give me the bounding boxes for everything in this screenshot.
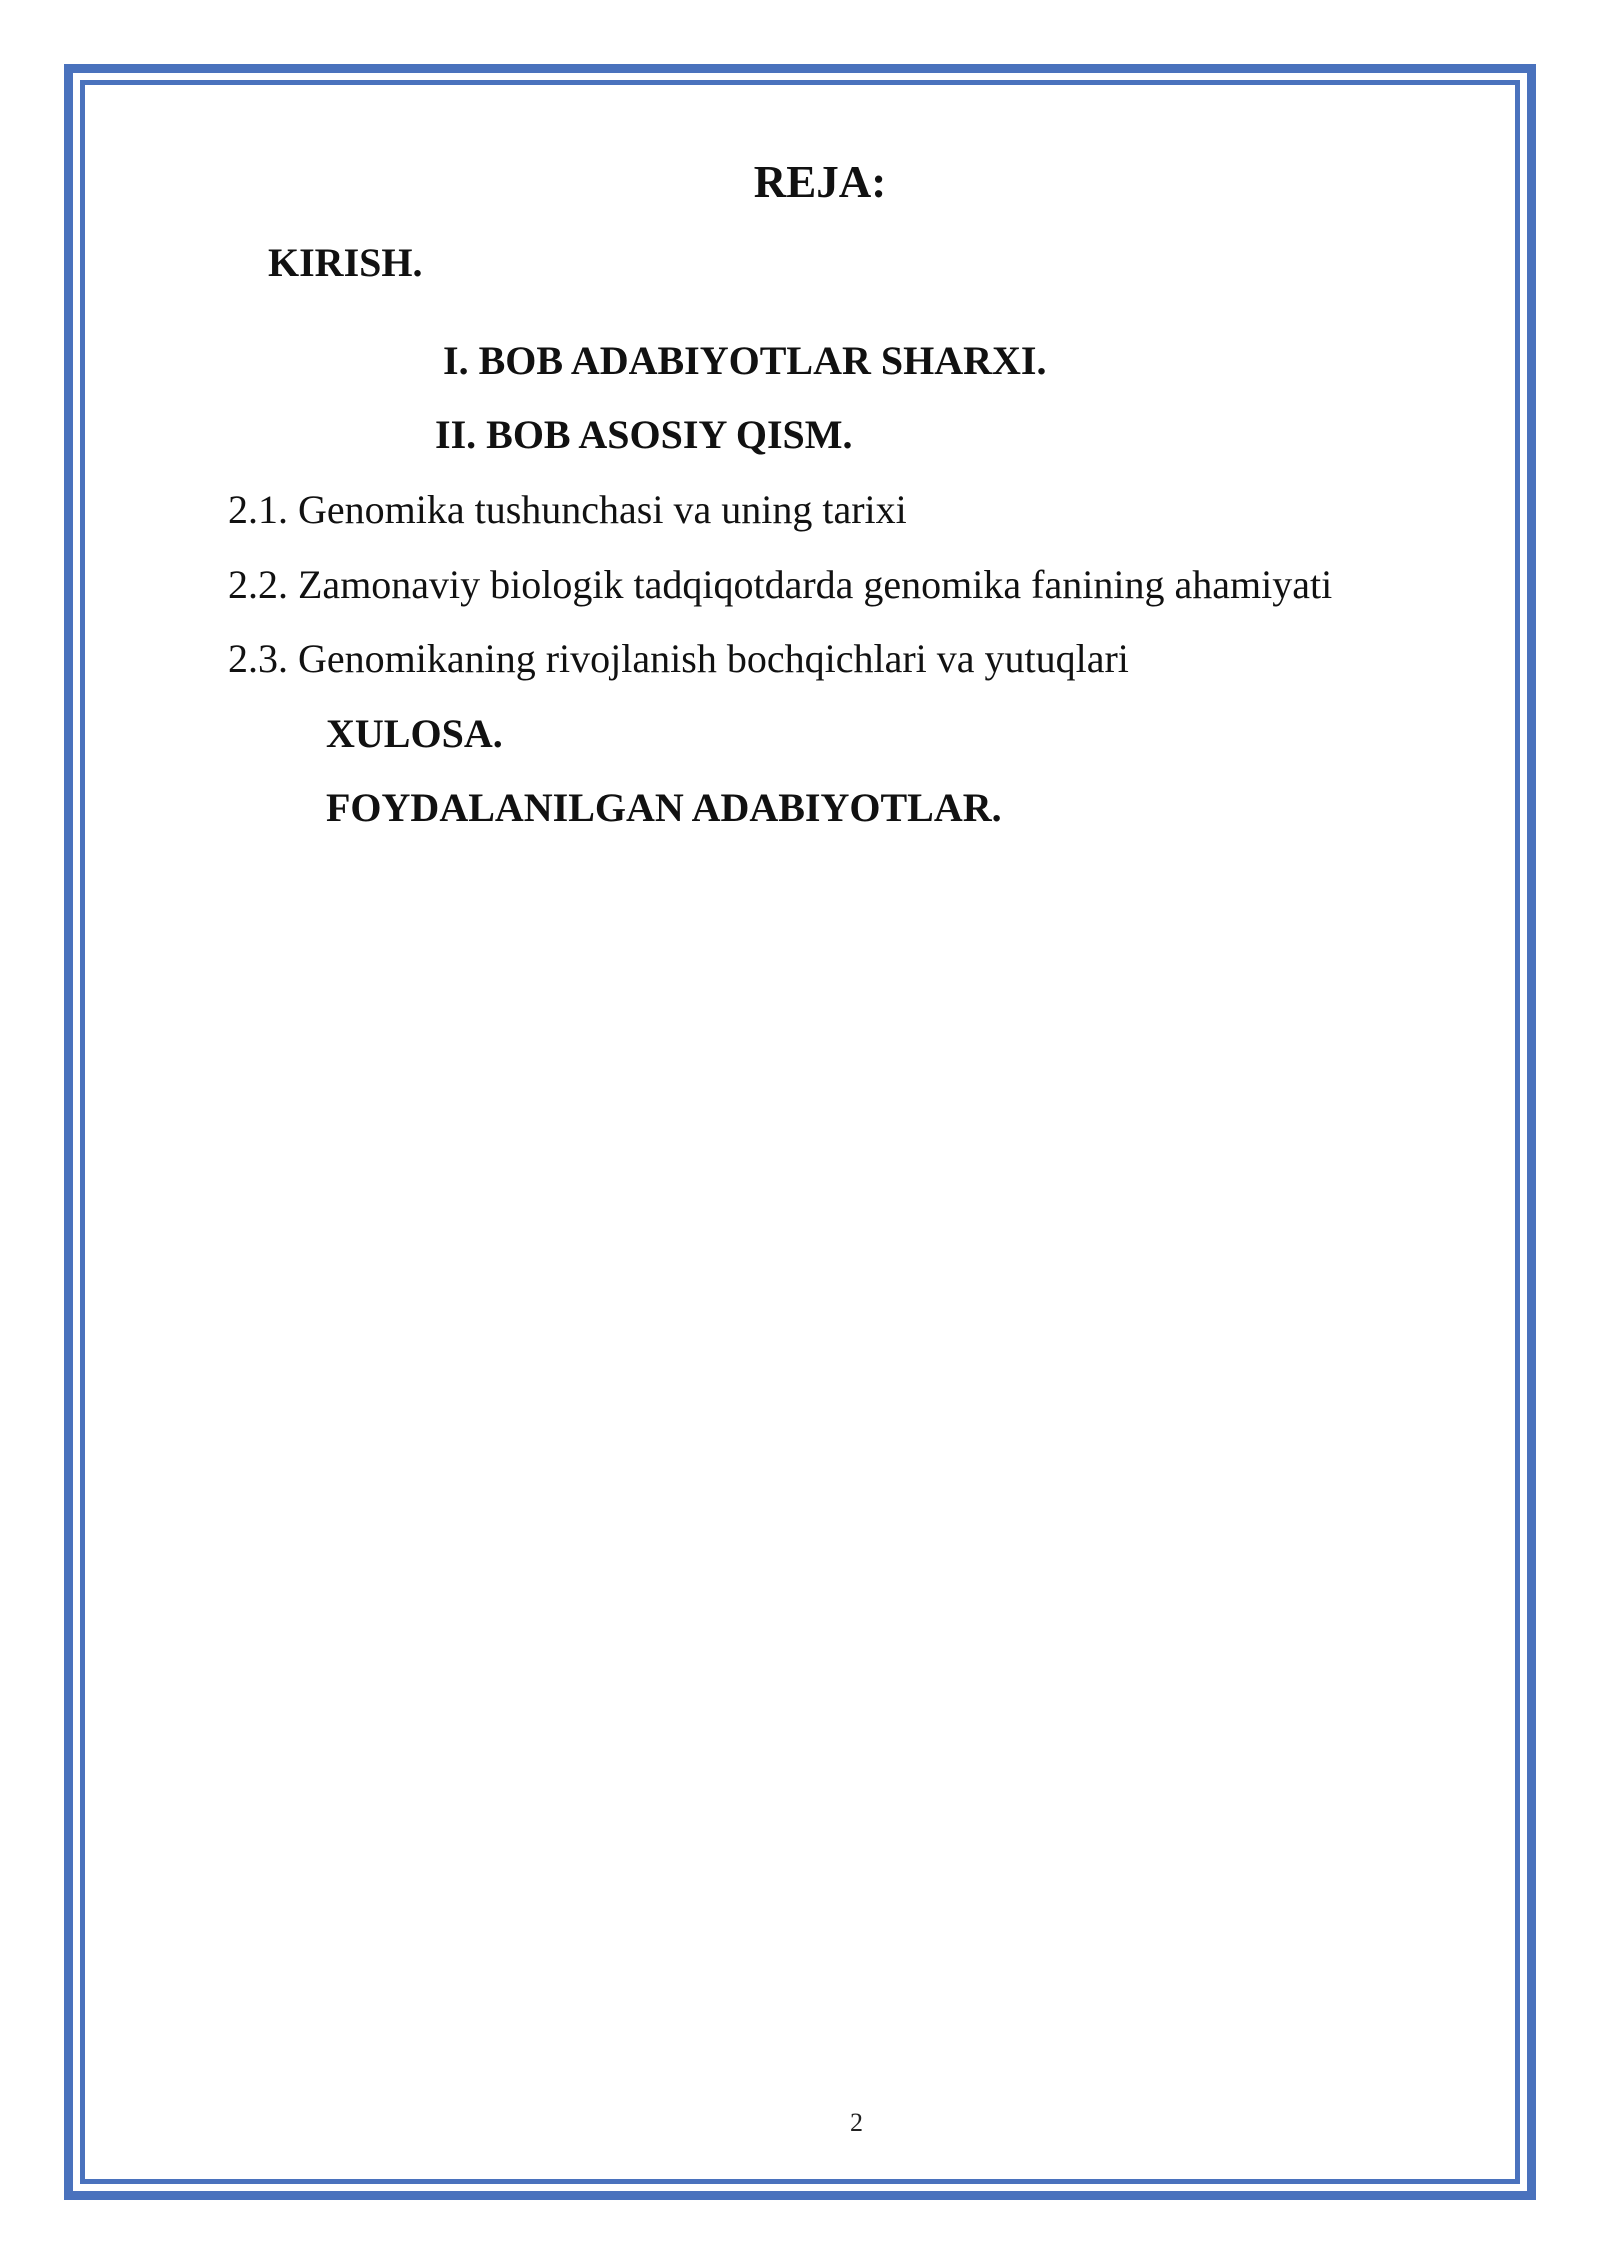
toc-item-chapter-2: II. BOB ASOSIY QISM. bbox=[435, 412, 853, 457]
toc-item-chapter-1: I. BOB ADABIYOTLAR SHARXI. bbox=[443, 338, 1047, 383]
toc-item-2-1: 2.1. Genomika tushunchasi va uning tarixi bbox=[228, 487, 907, 532]
toc-item-references: FOYDALANILGAN ADABIYOTLAR. bbox=[326, 785, 1002, 830]
page-title: REJA: bbox=[753, 157, 887, 207]
toc-item-kirish: KIRISH. bbox=[268, 240, 423, 285]
page-number: 2 bbox=[850, 2108, 863, 2137]
toc-item-xulosa: XULOSA. bbox=[326, 711, 503, 756]
toc-item-2-3: 2.3. Genomikaning rivojlanish bochqichlari va yutuqlari bbox=[228, 636, 1129, 681]
page-border-inner bbox=[80, 80, 1520, 2184]
toc-item-2-2: 2.2. Zamonaviy biologik tadqiqotdarda genomika fanining ahamiyati bbox=[228, 562, 1333, 607]
